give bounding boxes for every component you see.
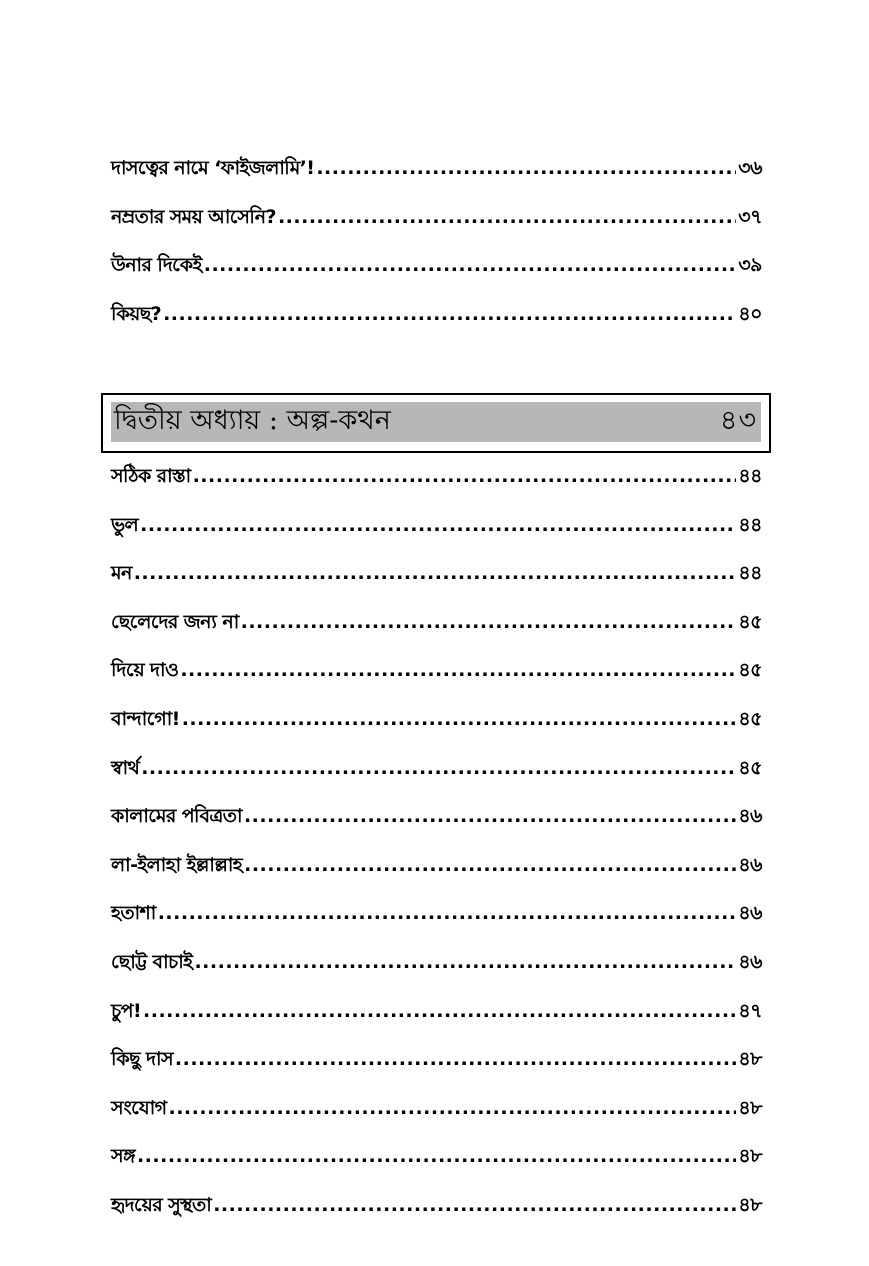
toc-entry-page: ৪৬: [738, 853, 762, 876]
dot-leader: [194, 951, 736, 973]
dot-leader: [158, 902, 737, 924]
toc-entry: [111, 754, 762, 803]
toc-entry-title: মন: [111, 562, 132, 585]
toc-entry: [111, 1191, 762, 1240]
toc-entry: [111, 851, 762, 900]
chapter-page-number: ৪৩: [719, 404, 757, 436]
dot-leader: [182, 708, 737, 730]
toc-entry: [111, 608, 762, 657]
toc-list-top: [111, 154, 762, 348]
toc-entry-page: ৪৫: [738, 610, 762, 633]
toc-entry: [111, 705, 762, 754]
toc-entry-title: কিছু দাস: [111, 1048, 173, 1071]
toc-entry: [111, 1094, 762, 1143]
toc-entry-page: ৪৮: [738, 1193, 762, 1216]
dot-leader: [244, 854, 736, 876]
toc-list-bottom: [111, 462, 762, 1240]
dot-leader: [140, 514, 736, 536]
toc-entry-page: ৪০: [738, 302, 762, 325]
dot-leader: [204, 254, 737, 276]
toc-entry-title: স্বার্থ: [111, 756, 140, 779]
toc-entry-title: নম্রতার সময় আসেনি?: [111, 205, 276, 228]
dot-leader: [180, 659, 736, 681]
dot-leader: [213, 1194, 736, 1216]
dot-leader: [193, 465, 737, 487]
dot-leader: [134, 562, 737, 584]
toc-entry-title: বান্দাগো!: [111, 707, 180, 730]
toc-entry-title: চুপ!: [111, 999, 142, 1022]
toc-entry: [111, 948, 762, 997]
toc-entry-title: কালামের পবিত্রতা: [111, 805, 242, 828]
toc-entry-title: সঠিক রাস্তা: [111, 465, 191, 487]
dot-leader: [175, 1048, 736, 1070]
toc-entry-page: ৪৫: [738, 707, 762, 730]
toc-entry-page: ৪৮: [738, 1145, 762, 1168]
dot-leader: [137, 1145, 736, 1167]
toc-entry: [111, 559, 762, 608]
toc-entry-title: সঙ্গ: [111, 1145, 135, 1168]
toc-entry-page: ৪৫: [738, 756, 762, 779]
toc-entry-page: ৪৪: [738, 465, 762, 487]
toc-entry-title: সংযোগ: [111, 1096, 167, 1119]
toc-entry: [111, 511, 762, 560]
toc-entry-title: ছোট্ট বাচাই: [111, 950, 193, 973]
toc-entry-page: ৩৭: [738, 205, 762, 228]
toc-entry-page: ৩৯: [738, 254, 762, 277]
toc-entry-title: হতাশা: [111, 902, 156, 925]
toc-entry-title: হৃদয়ের সুস্থতা: [111, 1193, 212, 1216]
dot-leader: [168, 1097, 736, 1119]
toc-entry-page: ৪৬: [738, 805, 762, 828]
toc-entry: [111, 1045, 762, 1094]
chapter-heading-band: [111, 402, 761, 442]
toc-entry-title: উনার দিকেই: [111, 254, 202, 277]
dot-leader: [278, 206, 736, 228]
toc-entry-title: কিয়ছ?: [111, 302, 162, 325]
toc-entry-title: ছেলেদের জন্য না: [111, 610, 239, 633]
toc-entry-title: দাসত্বের নামে ‘ফাইজলামি’!: [111, 157, 315, 179]
dot-leader: [244, 805, 736, 827]
toc-entry: [111, 203, 762, 252]
toc-entry: [111, 997, 762, 1046]
chapter-title: দ্বিতীয় অধ্যায় : অল্প-কথন: [114, 404, 391, 436]
toc-entry-page: ৪৮: [738, 1048, 762, 1071]
toc-entry-title: দিয়ে দাও: [111, 659, 179, 682]
dot-leader: [141, 757, 736, 779]
toc-entry-title: ভুল: [111, 513, 139, 536]
toc-entry: [111, 899, 762, 948]
toc-entry-page: ৪৪: [738, 513, 762, 536]
toc-entry-page: ৪৮: [738, 1096, 762, 1119]
dot-leader: [316, 157, 736, 179]
toc-entry-title: লা-ইলাহা ইল্লাল্লাহ: [111, 853, 243, 876]
chapter-heading-box: [101, 393, 771, 453]
toc-entry-page: ৪৭: [738, 999, 762, 1022]
toc-entry-page: ৪৬: [738, 950, 762, 973]
toc-entry-page: ৩৬: [738, 157, 762, 179]
toc-entry: [111, 656, 762, 705]
toc-entry: [111, 462, 762, 511]
toc-entry: [111, 251, 762, 300]
dot-leader: [241, 611, 737, 633]
toc-entry-page: ৪৫: [738, 659, 762, 682]
dot-leader: [143, 1000, 736, 1022]
dot-leader: [163, 303, 736, 325]
toc-entry: [111, 1142, 762, 1191]
toc-entry: [111, 802, 762, 851]
toc-entry: [111, 300, 762, 349]
toc-entry: [111, 154, 762, 203]
toc-entry-page: ৪৬: [738, 902, 762, 925]
toc-entry-page: ৪৪: [738, 562, 762, 585]
